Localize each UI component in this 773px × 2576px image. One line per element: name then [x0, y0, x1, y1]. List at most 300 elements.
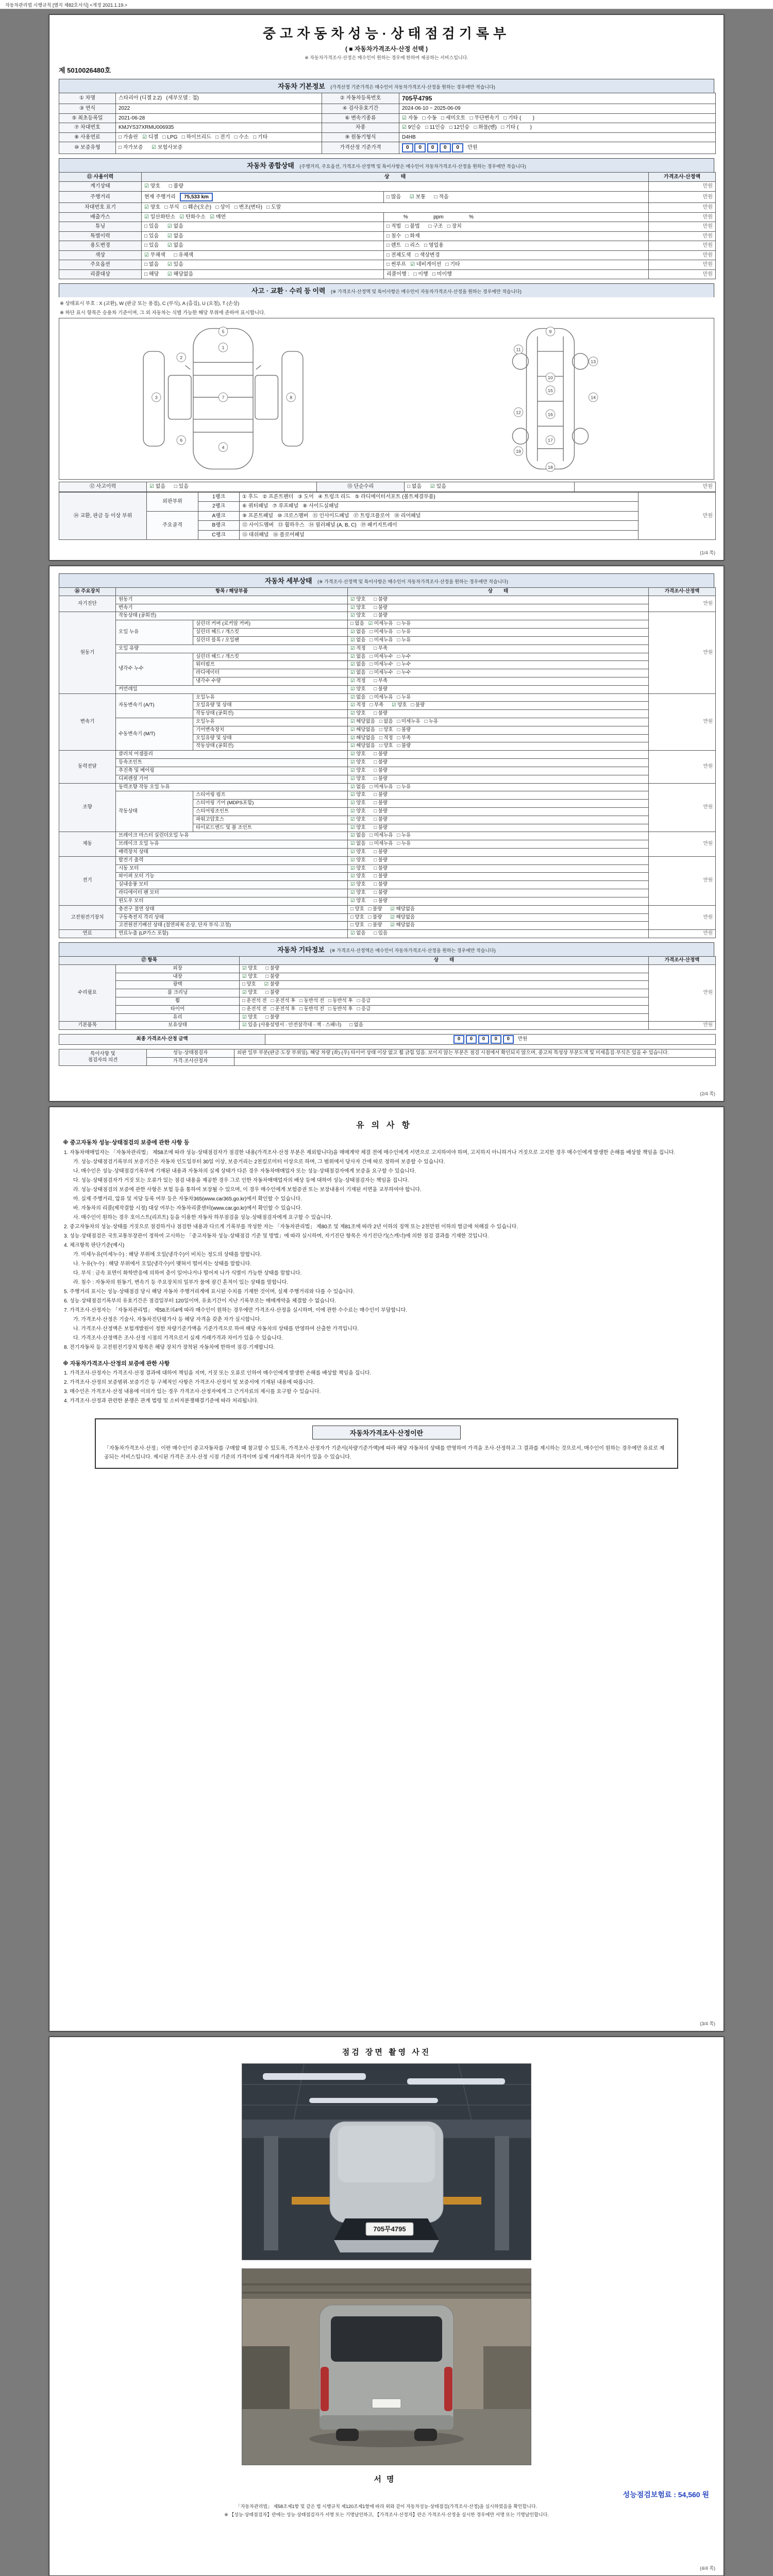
notice-line: 4. 가격조사·산정과 관련한 분쟁은 관계 법령 및 소비자분쟁해결기준에 따라 처리됩니다.	[64, 1398, 259, 1404]
cell: □ 양호 □ 불량 ☑ 해당없음	[348, 905, 649, 913]
cell: ⑤ 최초등록일	[59, 113, 116, 123]
cell: ☑ 없음 □ 있음	[348, 930, 649, 938]
photo2-van	[309, 2305, 464, 2447]
cell: 만원	[649, 1022, 716, 1030]
cell: 작동상태 (공회전)	[193, 710, 348, 718]
summary-band	[59, 158, 714, 172]
car-frame-diagram	[393, 321, 708, 476]
car-frame-outline	[512, 329, 588, 469]
cell: 디퍼렌셜 기어	[116, 775, 348, 783]
cell: ☑ 양호 □ 불량	[240, 964, 649, 973]
page-4	[49, 2037, 724, 2576]
cell: ⑩ 보증유형	[59, 142, 116, 154]
cell: ① 차명	[59, 93, 116, 104]
cell: 만원	[638, 492, 716, 540]
notices-title: 유의사항	[356, 1121, 417, 1130]
cell: ☑ 없음 □ 미세누수 □ 누수	[348, 661, 649, 669]
cell: 구동축전지 격리 상태	[116, 913, 348, 922]
cell: 차대번호 표기	[59, 203, 142, 213]
notice-line: 가. 가격조사·산정은 기술사, 자동차진단평가사 등 해당 자격을 갖춘 자가 실시합니다.	[73, 1316, 262, 1323]
cell: 가격조사·산정액	[649, 588, 716, 596]
diagram-number	[589, 393, 597, 402]
cell: 자동변속기 (A/T)	[116, 693, 193, 718]
cell: ☑ 양호 □ 부식 □ 훼손(오손) □ 상이 □ 변조(변타) □ 도말	[142, 203, 649, 213]
cell: 배출가스	[59, 212, 142, 222]
page-mark-3: (3/4 쪽)	[700, 2021, 715, 2026]
cell: ☑ 없음 □ 미세누수 □ 누수	[348, 669, 649, 677]
cell: 상 태	[240, 956, 649, 964]
diagram-number	[219, 443, 227, 451]
cell: 실내송풍 모터	[116, 881, 348, 889]
etc-band	[59, 942, 714, 956]
cell: 추진축 및 베어링	[116, 767, 348, 775]
notice-line: 가. 미세누유(미세누수) : 해당 부위에 오일(냉각수)이 비치는 정도의 상태를 말합니다.	[73, 1251, 262, 1258]
cell: 가격·조사산정자	[147, 1057, 234, 1065]
cell: 기어변속장치	[193, 726, 348, 734]
svg-text:10: 10	[547, 375, 553, 380]
notice-line: 1. 가격조사·산정자는 가격조사·산정 결과에 대하여 책임을 지며, 거짓 또는 오류로 인하여 매수인에게 발생한 손해를 배상할 책임을 집니다.	[64, 1370, 372, 1376]
accident-note: (※ 가격조사·산정액 및 특이사항은 매수인이 자동차가격조사·산정을 원하는 경우에만 적습니다)	[330, 289, 522, 295]
cell: 계기상태	[59, 182, 142, 192]
page-mark-2: (2/4 쪽)	[700, 1091, 715, 1096]
cell: 만원	[649, 783, 716, 832]
cell: 주요골격	[147, 511, 198, 540]
cell: □ 없음 ☑ 있음	[405, 482, 575, 492]
cell: ☑ 양호 □ 불량	[348, 807, 649, 816]
cell: □ 없음 ☑ 있음	[142, 260, 384, 270]
page-2	[49, 566, 724, 1101]
diagram-number	[219, 393, 227, 402]
cell: 타이로드엔드 및 볼 조인트	[193, 824, 348, 832]
cell: 실린더 헤드 / 개스킷	[193, 653, 348, 661]
cell: 충전구 절연 상태	[116, 905, 348, 913]
cell: 외판 일부 부분(판금·도장 부위임). 해당 차량 (좌)·(우) 타이어 상태 이상 없고 휠 긁힘 있음. 보이지 않는 부분은 점검 시점에서 확인되지 않으며, 중고차 특성상 부분도색 및 미세흠집·부식은 있을 수 있습니다.	[234, 1049, 716, 1058]
inspection-photo-rear	[242, 2268, 531, 2465]
cell: ☑ 없음 □ 미세누유 □ 누유	[348, 636, 649, 645]
svg-text:4: 4	[222, 445, 224, 450]
cell: ☑ 해당없음 □ 없음 □ 미세누유 □ 누유	[348, 718, 649, 726]
svg-text:1: 1	[222, 345, 224, 350]
cell: 만원	[649, 191, 716, 203]
basic-info-table	[59, 93, 716, 154]
cell: ☑ 양호 □ 불량	[348, 881, 649, 889]
cell: □ 있음 ☑ 없음	[142, 241, 384, 251]
notice-line: ※ 자동차가격조사·산정의 보증에 관한 사항	[63, 1360, 170, 1367]
detail-note: (※ 가격조사·산정액 및 특이사항은 매수인이 자동차가격조사·산정을 원하는 경우에만 적습니다)	[317, 579, 508, 584]
cell: ⑦ 차대번호	[59, 123, 116, 133]
cell: 만원	[649, 596, 716, 612]
cell: ☑ 양호 □ 불량	[348, 710, 649, 718]
svg-text:7: 7	[222, 395, 224, 400]
cell: 고전원전기장치	[59, 905, 116, 929]
price-definition-title: 자동차가격조사·산정이란	[312, 1426, 461, 1439]
cell: ☑ 해당없음 □ 적정 □ 부족	[348, 734, 649, 742]
diagram-number	[514, 408, 523, 417]
car-exterior-diagram	[66, 321, 380, 476]
svg-text:6: 6	[179, 437, 182, 443]
cell: □ 가솔린 ☑ 디젤 □ LPG □ 하이브리드 □ 전기 □ 수소 □ 기타	[116, 132, 322, 142]
svg-text:5: 5	[222, 329, 224, 334]
form-law-note: 자동차관리법 시행규칙 [별지 제82호서식] <개정 2021.1.19.>	[0, 0, 773, 9]
cell: □ 전체도색 □ 색상변경	[384, 250, 649, 260]
cell: ⑨ 프론트패널 ⑩ 크로스멤버 ⑪ 인사이드패널 ⑰ 트렁크플로어 ⑱ 리어패널	[240, 511, 638, 521]
basic-info-band	[59, 79, 714, 93]
cell: KMJYS37XRMU006935	[116, 123, 322, 133]
cell: 와이퍼 모터 기능	[116, 873, 348, 881]
cell: □ 양호 □ 불량 ☑ 해당없음	[348, 913, 649, 922]
svg-text:3: 3	[155, 395, 158, 400]
notice-line: 8. 전기자동차 등 고전원전기장치 항목은 해당 장치가 장착된 자동차에 한하여 점검·기재합니다.	[64, 1344, 275, 1350]
summary-table	[59, 172, 716, 280]
cell: 고전원전기배선 상태 (절연피복 손상, 단자 부식·고정)	[116, 922, 348, 930]
diagram-number	[177, 353, 186, 362]
basic-info-note: (가격산정 기준가격은 매수인이 자동차가격조사·산정을 원하는 경우에만 적습니다)	[330, 84, 495, 90]
cell: ⑪ 사용이력	[59, 172, 142, 182]
cell: 만원	[649, 222, 716, 232]
notices-list	[59, 1139, 714, 1405]
svg-text:8: 8	[289, 395, 292, 400]
diagram-number	[219, 343, 227, 352]
cell: ☑ 양호 □ 불량	[348, 767, 649, 775]
cell: 2랭크	[198, 502, 240, 512]
cell: ☑ 양호 □ 불량	[348, 596, 649, 604]
cell: 윈도우 모터	[116, 897, 348, 905]
cell: ☑ 적정 □ 부족	[348, 677, 649, 685]
car-diagrams	[59, 318, 714, 480]
cell: ⑭ 교환, 판금 등 이상 부위	[59, 492, 147, 540]
cell: □ 해당 ☑ 해당없음	[142, 269, 384, 279]
cell: ☑ 없음 □ 있음	[147, 482, 317, 492]
legal-signature-note: ※ 【성능·상태점검자】란에는 성능·상태점검자가 서명 또는 기명날인하고, 【가격조사·산정자】란은 가격조사·산정을 실시한 경우에만 서명 또는 기명날인합니다.	[224, 2512, 549, 2517]
cell: 실린더 블록 / 오일팬	[193, 636, 348, 645]
cell: 연료누출 (LP가스 포함)	[116, 930, 348, 938]
cell: 오일누유	[193, 718, 348, 726]
document-subnote: ※ 자동차가격조사·산정은 매수인이 원하는 경우에 한하여 제공하는 서비스입니다.	[305, 55, 468, 60]
cell: B랭크	[198, 521, 240, 531]
svg-text:13: 13	[590, 359, 596, 364]
etc-title: 자동차 기타정보	[277, 945, 325, 954]
cell: 색상	[59, 250, 142, 260]
cell: ☑ 양호 □ 불량	[348, 612, 649, 620]
cell: □ 있음 ☑ 없음	[142, 231, 384, 241]
cell: 작동상태 (공회전)	[116, 612, 348, 620]
basic-info-title: 자동차 기본정보	[278, 82, 325, 90]
cell: □ 썬루프 ☑ 네비게이션 □ 기타	[384, 260, 649, 270]
cell: 스티어링 기어 (MDPS포함)	[193, 800, 348, 808]
cell: 오일유량 및 상태	[193, 734, 348, 742]
cell: 만원	[649, 212, 716, 222]
notice-line: 2. 중고자동차의 성능·상태를 거짓으로 점검하거나 점검한 내용과 다르게 기록부를 작성한 자는 「자동차관리법」 제80조 및 제81조에 따라 2년 이하의 징역 또는 2천만원 이하의 벌금에 처해질 수 있습니다.	[64, 1224, 518, 1230]
cell: 705무4795	[399, 93, 716, 104]
cell: 만원	[649, 260, 716, 270]
cell: ☑ 양호 □ 불량	[348, 865, 649, 873]
svg-text:19: 19	[515, 449, 521, 454]
cell: 리콜대상	[59, 269, 142, 279]
cell: □ 없음 ☑ 미세누유 □ 누유	[348, 620, 649, 629]
cell: ☑ 해당없음 □ 양호 □ 불량	[348, 726, 649, 734]
cell: 만원	[575, 482, 716, 492]
cell: 0 0 0 0 0 만원	[265, 1035, 716, 1045]
cell: 2022	[116, 104, 322, 114]
cell: ☑ 해당없음 □ 양호 □ 불량	[348, 742, 649, 751]
cell: ☑ 양호 □ 불량	[348, 751, 649, 759]
cell: 만원	[649, 905, 716, 929]
cell: 제동	[59, 832, 116, 856]
cell: 클러치 어셈블리	[116, 751, 348, 759]
cell: □ 렌트 □ 리스 □ 영업용	[384, 241, 649, 251]
cell: 1랭크	[198, 492, 240, 502]
cell: 오일유량 및 상태	[193, 702, 348, 710]
cell: 동력전달	[59, 751, 116, 783]
state-code-legend: ※ 상태표시 부호 : X (교환), W (판금 또는 용접), C (부식), A (흠집), U (요철), T (손상)	[60, 301, 240, 307]
notice-line: 5. 주행거리 표시는 성능·상태점검 당시 해당 자동차 주행거리계에 표시된 수치를 기재한 것이며, 실제 주행거리와 다를 수 있습니다.	[64, 1289, 355, 1295]
cell: 타이어	[116, 1005, 240, 1013]
diagram-number	[546, 386, 554, 395]
cell: 변속기	[116, 604, 348, 612]
cell: 만원	[649, 693, 716, 751]
cell: 가격산정 기준가격	[322, 142, 399, 154]
cell: ☑ 없음 □ 미세누유 □ 누유	[348, 840, 649, 849]
cell: 스타리아 (디젤 2.2) (세부모델 : 접)	[116, 93, 322, 104]
cell: ☑ 양호 □ 불량	[348, 824, 649, 832]
cell: ☑ 양호 □ 불량	[348, 816, 649, 824]
notice-line: 마. 실제 주행거리, 압류 및 저당 등록 여부 등은 자동차365(www.car365.go.kr)에서 확인할 수 있습니다.	[73, 1196, 302, 1202]
cell: 배력장치 상태	[116, 849, 348, 857]
cell: 주행거리	[59, 191, 142, 203]
cell: 만원	[649, 612, 716, 693]
cell: 상 태	[348, 588, 649, 596]
cell: 리콜이행 : □ 이행 □ 미이행	[384, 269, 649, 279]
inspector-opinion-table	[59, 1049, 716, 1066]
cell: ☑ 양호 □ 불량	[240, 1013, 649, 1022]
notice-line: 라. 침수 : 자동차의 원동기, 변속기 등 주요장치의 일부가 물에 잠긴 흔적이 있는 상태를 말합니다.	[73, 1279, 289, 1285]
svg-text:9: 9	[549, 329, 551, 334]
notice-line: 2. 가격조사·산정의 보증범위·보증기간 등 구체적인 사항은 가격조사·산정서 및 보증서에 기재된 내용에 따릅니다.	[64, 1380, 315, 1385]
notice-line: 3. 성능·상태점검은 국토교통부장관이 정하여 고시하는 「중고자동차 성능·상태점검 기준 및 방법」에 따라 실시하며, 자기진단 항목은 자기진단기(스캐너)에 의한 점검 결과를 기재한 것입니다.	[64, 1233, 489, 1239]
notice-line: ※ 중고자동차 성능·상태점검의 보증에 관한 사항 등	[63, 1140, 190, 1146]
cell: 튜닝	[59, 222, 142, 232]
cell: ☑ 양호 □ 불량	[348, 791, 649, 800]
cell	[234, 1057, 716, 1065]
cell: 조향	[59, 783, 116, 832]
page-1	[49, 14, 724, 561]
notice-line: 가. 성능·상태점검기록부의 보증기간은 자동차 인도일부터 30일 이상, 보증거리는 2천킬로미터 이상으로 하며, 그 범위에서 당사자 간에 따로 정하여 보증할 수 있습니다.	[73, 1159, 445, 1165]
svg-text:18: 18	[547, 465, 553, 470]
detail-band	[59, 573, 714, 587]
cell: ① 후드 ② 프론트펜더 ③ 도어 ④ 트렁크 리드 ⑤ 라디에이터서포트 (볼트체결부품)	[240, 492, 638, 502]
photos-title: 점검 장면 촬영 사진	[342, 2048, 431, 2057]
cell: 등속조인트	[116, 759, 348, 767]
cell: ☑ 양호 □ 불량	[142, 182, 649, 192]
cell: 스티어링조인트	[193, 807, 348, 816]
accident-title: 사고 · 교환 · 수리 등 이력	[251, 287, 326, 295]
diagram-number	[514, 345, 523, 354]
cell: 커먼레일	[116, 685, 348, 693]
cell: 만원	[649, 269, 716, 279]
diagram-number	[152, 393, 160, 402]
cell: ⑨ 원동기형식	[322, 132, 399, 142]
diagram-number	[286, 393, 295, 402]
cell: □ 운전석 전 □ 운전석 후 □ 동반석 전 □ 동반석 후 □ 응급	[240, 1005, 649, 1013]
diagram-number	[546, 327, 554, 336]
cell: ☑ 양호 □ 불량	[348, 604, 649, 612]
detail-table	[59, 587, 716, 938]
cell: ⑬ 단순수리	[317, 482, 405, 492]
cell: 변속기	[59, 693, 116, 751]
inspection-insurance-fee: 성능점검보험료 : 54,560 원	[623, 2490, 709, 2499]
cell: ☑ 자동 □ 수동 □ 세미오토 □ 무단변속기 □ 기타 ( )	[399, 113, 716, 123]
cell: ⑧ 사용연료	[59, 132, 116, 142]
summary-note: (주행거리, 주요옵션, 가격조사·산정액 및 특이사항은 매수인이 자동차가격조사·산정을 원하는 경우에만 적습니다)	[299, 163, 526, 169]
notice-line: 6. 성능·상태점검기록부의 유효기간은 점검일부터 120일이며, 유효기간이 지난 기록부로는 매매계약을 체결할 수 없습니다.	[64, 1298, 337, 1304]
notice-line: 3. 매수인은 가격조사·산정 내용에 이의가 있는 경우 가격조사·산정자에게 그 근거자료의 제시를 요구할 수 있습니다.	[64, 1389, 321, 1395]
svg-text:14: 14	[590, 395, 596, 400]
cell: 용도변경	[59, 241, 142, 251]
diagram-number	[546, 410, 554, 418]
cell: 냉각수 누수	[116, 653, 193, 685]
cell: 성능·상태점검자	[147, 1049, 234, 1058]
cell: 만원	[649, 250, 716, 260]
cell: 스티어링 펌프	[193, 791, 348, 800]
cell: 라디에이터	[193, 669, 348, 677]
cell: 차종	[322, 123, 399, 133]
cell: ☑ 양호 □ 불량	[348, 897, 649, 905]
diagram-number	[514, 447, 523, 455]
cell: ☑ 양호 □ 불량	[348, 889, 649, 897]
cell: 만원	[649, 751, 716, 783]
cell: 오일 누유	[116, 620, 193, 645]
etc-table	[59, 956, 716, 1030]
cell: 내장	[116, 973, 240, 981]
cell: 상 태	[142, 172, 649, 182]
cell: 브레이크 오일 누유	[116, 840, 348, 849]
cell: ☑ 9인승 □ 11인승 □ 12인승 □ 화물(밴) □ 기타 ( )	[399, 123, 716, 133]
cell: ⑰ 항목	[59, 956, 240, 964]
cell: 주요옵션	[59, 260, 142, 270]
cell: ⑥ 쿼터패널 ⑦ 루프패널 ⑧ 사이드실패널	[240, 502, 638, 512]
cell: ☑ 양호 □ 불량	[348, 849, 649, 857]
cell: □ 적법 □ 불법 □ 구조 □ 장치	[384, 222, 649, 232]
cell: ☑ 없음 □ 미세누유 □ 누유	[348, 629, 649, 637]
cell: ☑ 있음 (사용설명서 · 안전삼각대 · 잭 · 스패너) □ 없음	[240, 1022, 649, 1030]
svg-text:17: 17	[547, 437, 553, 443]
diagram-number	[546, 463, 554, 471]
cell: 유리	[116, 1013, 240, 1022]
etc-note: (※ 가격조사·산정액은 매수인이 자동차가격조사·산정을 원하는 경우에만 적습니다)	[330, 947, 496, 953]
cell: ☑ 적정 □ 부족 ☑ 양호 □ 불량	[348, 702, 649, 710]
cell: ③ 연식	[59, 104, 116, 114]
cell: A랭크	[198, 511, 240, 521]
photo1-car	[330, 2122, 443, 2252]
notice-line: 나. 매수인은 성능·상태점검기록부에 기재된 내용과 자동차의 실제 상태가 다른 경우 자동차매매업자 또는 성능·상태점검자에게 보증을 요구할 수 있습니다.	[73, 1168, 416, 1174]
photo2-right-cabinet	[483, 2346, 531, 2409]
svg-text:12: 12	[515, 410, 521, 415]
cell: 만원	[649, 930, 716, 938]
cell: ☑ 양호 □ 불량	[240, 973, 649, 981]
cell: 외장	[116, 964, 240, 973]
panel-legend: ※ 하단 표시 항목은 승용차 기준이며, 그 외 자동차는 식별 가능한 해당 부위에 준하여 표시합니다.	[60, 310, 265, 316]
photo2-left-cabinet	[242, 2346, 290, 2409]
panel-rank-table	[59, 492, 716, 540]
cell: 보유상태	[116, 1022, 240, 1030]
cell: □ 많음 ☑ 보통 □ 적음	[384, 191, 649, 203]
accident-history-table	[59, 482, 716, 492]
signature-heading: 서명	[374, 2475, 399, 2484]
photo1-plate-number: 705무4795	[373, 2225, 406, 2233]
cell: 2024-06-10 ~ 2025-06-09	[399, 104, 716, 114]
cell: 현재 주행거리 75,533 km	[142, 191, 384, 203]
notice-line: 다. 가격조사·산정액은 조사·산정 시점의 가격으로서 실제 거래가격과 차이가 있을 수 있습니다.	[73, 1335, 283, 1341]
cell: 실린더 헤드 / 개스킷	[193, 629, 348, 637]
svg-text:16: 16	[547, 412, 553, 417]
notice-line: 다. 성능·상태점검자가 거짓 또는 오류가 있는 점검 내용을 제공한 경우 그로 인한 자동차매매업자의 배상 등에 대하여 성능·상태점검자는 책임을 집니다.	[73, 1177, 409, 1183]
cell: ☑ 없음 □ 미세누유 □ 누유	[348, 693, 649, 702]
cell: 특별이력	[59, 231, 142, 241]
diagram-number	[546, 373, 554, 382]
cell: 만원	[649, 231, 716, 241]
cell: 만원	[649, 964, 716, 1022]
notice-line: 7. 가격조사·산정자는 「자동차관리법」 제58조의4에 따라 매수인이 원하는 경우에만 가격조사·산정을 실시하며, 이에 관한 수수료는 매수인이 부담합니다.	[64, 1307, 408, 1313]
cell: 최종 가격조사·산정 금액	[59, 1035, 265, 1045]
cell: 수동변속기 (M/T)	[116, 718, 193, 751]
cell: 특이사항 및 점검자의 의견	[59, 1049, 147, 1066]
cell: 라디에이터 팬 모터	[116, 889, 348, 897]
cell: 수리필요	[59, 964, 116, 1022]
cell: 광택	[116, 981, 240, 989]
cell: □ 침수 □ 화재	[384, 231, 649, 241]
notice-line: 라. 성능·상태점검의 보증에 관한 사항은 보험 등을 통하여 보장될 수 있으며, 이 경우 매수인에게 보험증권 또는 보장내용이 기재된 서면을 교부하여야 합니다.	[73, 1187, 422, 1193]
cell: □ 양호 □ 불량 ☑ 해당없음	[348, 922, 649, 930]
diagram-number	[177, 436, 186, 445]
page-mark-4: (4/4 쪽)	[700, 2566, 715, 2571]
cell: ⑥ 변속기종류	[322, 113, 399, 123]
cell: ☑ 양호 □ 불량	[348, 775, 649, 783]
svg-text:2: 2	[179, 355, 182, 361]
cell: 실린더 커버 (로커암 커버)	[193, 620, 348, 629]
cell: 만원	[649, 203, 716, 213]
cell: □ 자가보증 ☑ 보험사보증	[116, 142, 322, 154]
cell: 발전기 출력	[116, 856, 348, 865]
cell: 만원	[649, 832, 716, 856]
cell: 룸 크리닝	[116, 989, 240, 997]
cell: □ 있음 ☑ 없음	[142, 222, 384, 232]
detail-title: 자동차 세부상태	[265, 577, 312, 585]
svg-text:11: 11	[516, 347, 521, 352]
cell: 휠	[116, 997, 240, 1006]
cell: ☑ 없음 □ 미세누유 □ 누유	[348, 832, 649, 840]
notice-line: 4. 체크항목 판단기준(예시)	[64, 1242, 125, 1248]
cell: 가격조사·산정액	[649, 172, 716, 182]
cell: 만원	[649, 241, 716, 251]
cell: 시동 모터	[116, 865, 348, 873]
cell: 만원	[649, 856, 716, 905]
cell: 브레이크 마스터 실린더오일 누유	[116, 832, 348, 840]
cell: 연료	[59, 930, 116, 938]
cell: ☑ 없음 □ 미세누수 □ 누수	[348, 653, 649, 661]
cell: ☑ 양호 □ 불량	[348, 685, 649, 693]
cell: ☑ 양호 □ 불량	[348, 800, 649, 808]
cell: 항목 / 해당부품	[116, 588, 348, 596]
diagram-number	[589, 357, 597, 366]
cell: 작동상태	[116, 791, 193, 832]
cell: 가격조사·산정액	[649, 956, 716, 964]
document-subtitle: ( ■ 자동차가격조사·산정 선택 )	[345, 45, 428, 53]
cell: ☑ 무채색 □ 유채색	[142, 250, 384, 260]
cell: ☑ 적정 □ 부족	[348, 645, 649, 653]
cell: 0 0 0 0 0 만원	[399, 142, 716, 154]
cell: 냉각수 수량	[193, 677, 348, 685]
notice-line: 나. 가격조사·산정액은 보험개발원이 정한 차량기준가액을 기준가격으로 하여 해당 자동차의 상태를 반영하여 산출한 가격입니다.	[73, 1326, 359, 1332]
